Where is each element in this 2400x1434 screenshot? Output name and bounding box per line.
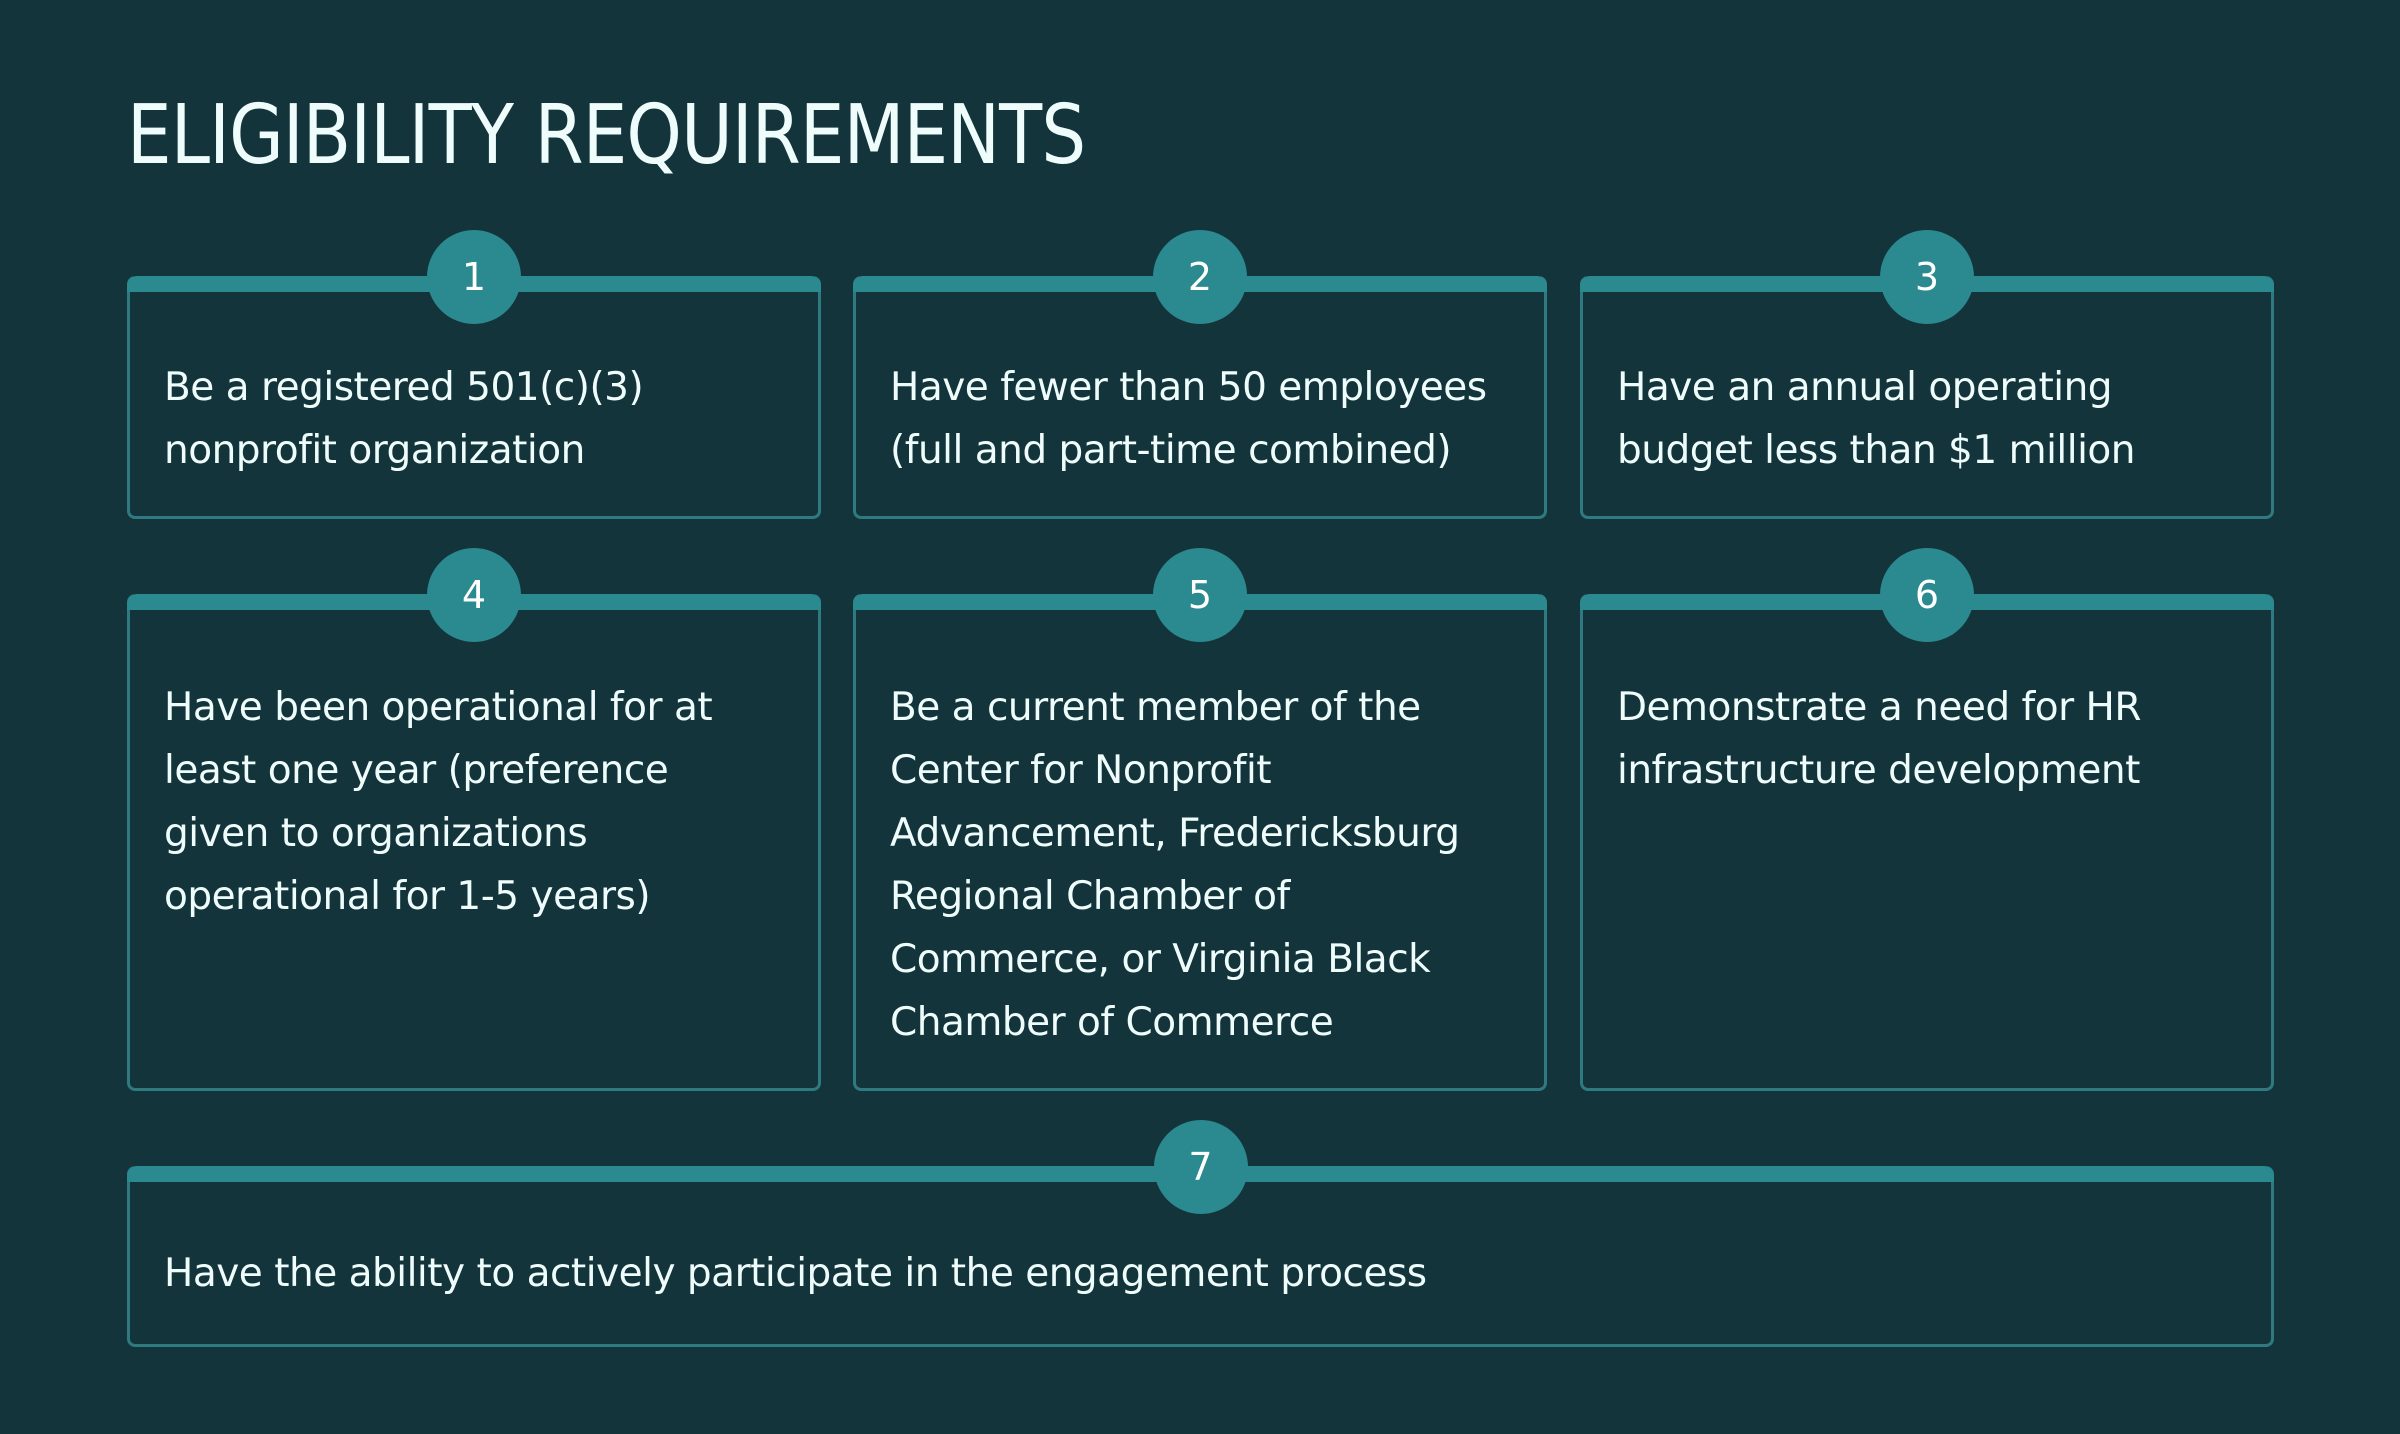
requirement-text: Have the ability to actively participate in the engagement process <box>164 1251 1427 1296</box>
requirement-card-5 <box>853 573 1547 1091</box>
number-badge: 6 <box>1880 548 1974 642</box>
requirement-text: Be a registered 501(c)(3) nonprofit organization <box>164 365 644 473</box>
requirement-card-3 <box>1580 255 2274 519</box>
requirement-text: Demonstrate a need for HR infrastructure development <box>1617 685 2141 793</box>
requirement-card-4 <box>127 573 821 1091</box>
requirement-text: Have fewer than 50 employees (full and part-time combined) <box>890 365 1487 473</box>
number-badge: 5 <box>1153 548 1247 642</box>
number-badge: 1 <box>427 230 521 324</box>
requirement-card-6 <box>1580 573 2274 1091</box>
requirement-card-2 <box>853 255 1547 519</box>
requirement-card-1 <box>127 255 821 519</box>
number-badge: 7 <box>1154 1120 1248 1214</box>
number-badge: 2 <box>1153 230 1247 324</box>
number-badge: 3 <box>1880 230 1974 324</box>
requirement-card-7 <box>127 1145 2274 1347</box>
requirement-text: Have been operational for at least one year (preference given to organizations operational for 1-5 years) <box>164 685 713 919</box>
requirement-text: Have an annual operating budget less than $1 million <box>1617 365 2135 473</box>
page-title: ELIGIBILITY REQUIREMENTS <box>127 88 1086 183</box>
requirement-text: Be a current member of the Center for Nonprofit Advancement, Fredericksburg Regional Chamber of Commerce, or Virginia Black Chamber of Commerce <box>890 685 1460 1045</box>
number-badge: 4 <box>427 548 521 642</box>
